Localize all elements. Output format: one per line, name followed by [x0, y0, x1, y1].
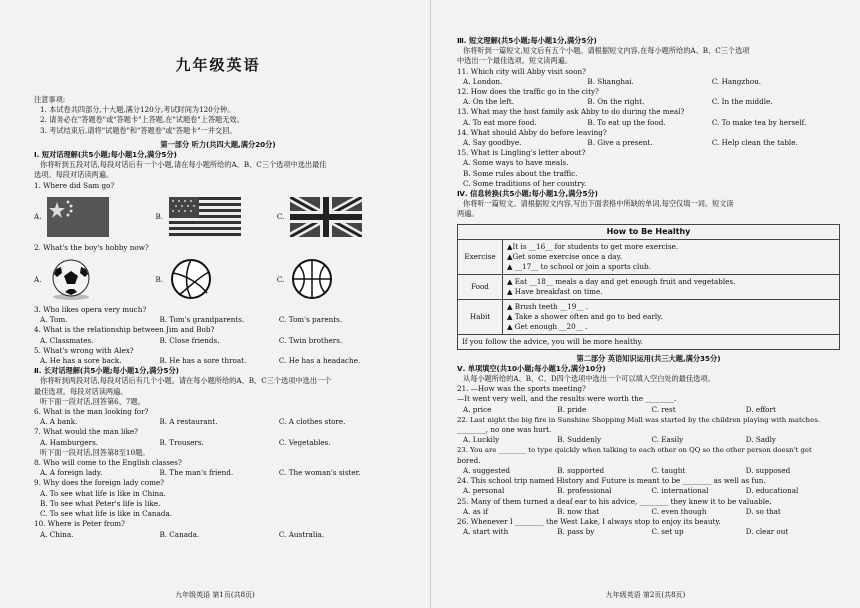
option: A. To eat more food.: [463, 117, 537, 127]
option: C. Help clean the table.: [711, 138, 798, 148]
table-footer: If you follow the advice, you will be more healthy.: [458, 334, 840, 349]
table-title: How to Be Healthy: [458, 224, 840, 239]
option: B. Shanghai.: [587, 76, 634, 86]
option: C. set up: [651, 527, 684, 537]
q25-options: [457, 507, 840, 517]
option: C. He has a headache.: [278, 356, 361, 366]
option: B. professional: [557, 486, 612, 496]
row-label-exercise: Exercise: [458, 239, 503, 274]
option: C. international: [651, 486, 709, 496]
q26-options: [457, 527, 840, 537]
q7-options: [34, 438, 402, 448]
q23-options: [457, 466, 840, 476]
basketball-icon: [290, 257, 334, 301]
question-14: 14. What should Abby do before leaving?: [457, 127, 607, 137]
option: C. Easily: [651, 435, 684, 445]
option: B. Canada.: [159, 529, 200, 539]
question-22: 22. Last night the big fire in Sunshine Shopping Mall was started by the children playing with matches.: [457, 415, 820, 424]
q1-image-options: [34, 193, 402, 241]
question-2: 2. What's the boy's hobby now?: [34, 242, 149, 252]
option: A. as if: [463, 506, 488, 516]
note-2: 2. 请务必在"答题卷"或"答题卡"上答题,在"试题卷"上答题无效。: [40, 115, 244, 125]
option: D. so that: [745, 506, 781, 516]
exam-page-2: [430, 0, 860, 608]
section3-heading: Ⅲ. 短文理解(共5小题;每小题1分,满分5分): [457, 36, 597, 45]
q15-option-a: A. Some ways to have meals.: [463, 158, 569, 168]
exercise-line: ▲Get some exercise once a day.: [507, 251, 622, 261]
option: B. On the right.: [587, 97, 645, 107]
question-5: 5. What's wrong with Alex?: [34, 345, 134, 355]
page-footer: 九年级英语 第1页(共8页): [175, 591, 255, 599]
q10-options: [34, 530, 402, 540]
option: B. The man's friend.: [159, 468, 234, 478]
question-24: 24. This school trip named History and Future is meant to be ________ as well as fun.: [457, 476, 766, 486]
option: A. Hamburgers.: [40, 437, 99, 447]
question-7: 7. What would the man like?: [34, 427, 139, 437]
page-footer: 九年级英语 第2页(共8页): [605, 591, 686, 599]
q9-option-c: C. To see what life is like in Canada.: [40, 509, 173, 519]
row-label-habit: Habit: [458, 299, 503, 334]
question-4: 4. What is the relationship between Jim and Bob?: [34, 325, 215, 335]
soccer-ball-icon: [47, 257, 95, 301]
exercise-line: ▲It is __16__ for students to get more exercise.: [507, 241, 679, 251]
option-c-label: C.: [276, 274, 285, 284]
question-10: 10. Where is Peter from?: [34, 519, 125, 529]
listen-instruction-2: 听下面一段对话,回答第8至10题。: [40, 447, 150, 457]
section1-instruction-cont: 选项。每段对话读两遍。: [34, 170, 114, 180]
option: C. In the middle.: [711, 97, 773, 107]
section3-instruction-cont: 中选出一个最佳选项。短文读两遍。: [457, 56, 573, 66]
question-25: 25. Many of them turned a deaf ear to his advice, ________ they knew it to be valuable.: [457, 496, 772, 506]
habit-line: ▲ Brush teeth __19__ .: [507, 301, 589, 311]
china-flag-icon: [47, 197, 109, 237]
option: D. Sadly: [745, 435, 776, 445]
section3-instruction: 你将听到一篇短文,短文后有五个小题。请根据短文内容,在每小题所给的A、B、C三个选项: [463, 46, 750, 56]
q9-option-a: A. To see what life is like in China.: [40, 488, 166, 498]
usa-flag-icon: [169, 197, 241, 237]
q24-options: [457, 486, 840, 496]
option: C. Vegetables.: [278, 437, 331, 447]
q13-options: [457, 118, 840, 128]
exercise-cell: [503, 239, 840, 274]
option: A. suggested: [463, 465, 510, 475]
q12-options: [457, 97, 840, 107]
option: A. Tom.: [40, 315, 68, 325]
option: A. London.: [463, 76, 503, 86]
section2-heading: Ⅱ. 长对话理解(共5小题;每小题1分,满分5分): [34, 366, 179, 376]
section1-instruction: 你将听到五段对话,每段对话后有一个小题,请在每小题所给的A、B、C三个选项中选出最佳: [40, 160, 327, 170]
section5-heading: Ⅴ. 单项填空(共10小题;每小题1分,满分10分): [457, 363, 606, 373]
food-line: ▲ Eat __18__ meals a day and get enough fruit and vegetables.: [507, 276, 736, 286]
part1-heading: 第一部分 听力(共四大题,满分20分): [160, 139, 276, 149]
section4-heading: Ⅳ. 信息转换(共5小题;每小题1分,满分5分): [457, 189, 598, 199]
option: B. Tom's grandparents.: [159, 315, 245, 325]
note-1: 1. 本试卷共四部分,十大题,满分120分,考试时间为120分钟。: [40, 105, 235, 115]
option: C. The woman's sister.: [278, 468, 361, 478]
question-13: 13. What may the host family ask Abby to do during the meal?: [457, 107, 685, 117]
option-a-label: A.: [34, 212, 42, 222]
question-6: 6. What is the man looking for?: [34, 407, 149, 417]
volleyball-icon: [169, 257, 213, 301]
option-b-label: B.: [155, 274, 164, 284]
option: B. Close friends.: [159, 335, 220, 345]
q9-option-b: B. To see what Peter's life is like.: [40, 498, 161, 508]
q4-options: [34, 336, 402, 346]
option: A. China.: [40, 529, 74, 539]
exercise-line: ▲ __17__ to school or join a sports club.: [507, 261, 651, 271]
question-22-cont: ________, no one was hurt.: [457, 425, 552, 435]
option: B. pride: [557, 404, 587, 414]
q2-image-options: [34, 255, 402, 303]
question-23-cont: bored.: [457, 455, 481, 465]
row-label-food: Food: [458, 274, 503, 299]
option-c-label: C.: [276, 212, 285, 222]
question-21-cont: —It went very well, and the results were worth the ________.: [457, 394, 677, 404]
option: C. rest: [651, 404, 676, 414]
option: A. A foreign lady.: [40, 468, 103, 478]
option: A. On the left.: [463, 97, 515, 107]
option: C. Hangzhou.: [711, 76, 762, 86]
section1-heading: Ⅰ. 短对话理解(共5小题;每小题1分,满分5分): [34, 150, 177, 160]
option: A. A bank.: [40, 417, 78, 427]
q6-options: [34, 417, 402, 427]
question-23: 23. You are ________ to type quickly when talking to each other on QQ so the other person doesn't get: [457, 446, 812, 455]
option: C. Tom's parents.: [278, 315, 343, 325]
food-line: ▲ Have breakfast on time.: [507, 286, 603, 296]
q14-options: [457, 138, 840, 148]
section2-instruction-cont: 最佳选项。每段对话读两遍。: [34, 386, 128, 396]
option: B. Suddenly: [557, 435, 602, 445]
q22-options: [457, 435, 840, 445]
question-11: 11. Which city will Abby visit soon?: [457, 66, 586, 76]
option: B. pass by: [557, 527, 595, 537]
option: A. personal: [463, 486, 505, 496]
option: A. start with: [463, 527, 509, 537]
option: B. now that: [557, 506, 600, 516]
option: C. taught: [651, 465, 686, 475]
health-table: [457, 224, 840, 350]
part2-heading: 第二部分 英语知识运用(共三大题,满分35分): [576, 353, 721, 363]
question-26: 26. Whenever I ________ the West Lake, I always stop to enjoy its beauty.: [457, 516, 721, 526]
option: A. Classmates.: [40, 335, 94, 345]
habit-line: ▲ Get enough __20__ .: [507, 321, 588, 331]
option: C. A clothes store.: [278, 417, 346, 427]
option: C. Australia.: [278, 529, 325, 539]
option: A. Luckily: [463, 435, 500, 445]
question-15: 15. What is Lingling's letter about?: [457, 148, 586, 158]
option: C. even though: [651, 506, 707, 516]
option-b-label: B.: [155, 212, 164, 222]
option: D. supposed: [745, 465, 791, 475]
option: D. effort: [745, 404, 776, 414]
section2-instruction: 你将听到两段对话,每段对话后有几个小题。请在每小题所给的A、B、C三个选项中选出一个: [40, 376, 332, 386]
option: D. educational: [745, 486, 799, 496]
q11-options: [457, 77, 840, 87]
q8-options: [34, 468, 402, 478]
option: A. He has a sore back.: [40, 356, 122, 366]
question-1: 1. Where did Sam go?: [34, 180, 115, 190]
option-a-label: A.: [34, 274, 42, 284]
option: B. supported: [557, 465, 605, 475]
question-12: 12. How does the traffic go in the city?: [457, 87, 599, 97]
option: A. Say goodbye.: [463, 138, 522, 148]
option: B. Give a present.: [587, 138, 653, 148]
q3-options: [34, 315, 402, 325]
option: B. He has a sore throat.: [159, 356, 247, 366]
q15-option-c: C. Some traditions of her country.: [463, 178, 587, 188]
note-3: 3. 考试结束后,请将"试题卷"和"答题卷"或"答题卡"一并交回。: [40, 125, 237, 135]
section4-instruction-cont: 两遍。: [457, 209, 479, 219]
option: C. Twin brothers.: [278, 335, 343, 345]
question-8: 8. Who will come to the English classes?: [34, 458, 182, 468]
q5-options: [34, 356, 402, 366]
section5-instruction: 从每小题所给的A、B、C、D四个选项中选出一个可以填入空白处的最佳选项。: [463, 374, 715, 384]
question-21: 21. —How was the sports meeting?: [457, 384, 586, 394]
section4-instruction: 你将听一篇短文。请根据短文内容,写出下面表格中所缺的单词,每空仅填一词。短文读: [463, 199, 734, 209]
listen-instruction-1: 听下面一段对话,回答第6、7题。: [40, 396, 145, 406]
page-title: 九年级英语: [175, 56, 261, 74]
notes-title: 注意事项:: [34, 95, 66, 104]
question-3: 3. Who likes opera very much?: [34, 305, 147, 315]
question-9: 9. Why does the foreign lady come?: [34, 478, 165, 488]
food-cell: [503, 274, 840, 299]
option: C. To make tea by herself.: [711, 117, 807, 127]
q21-options: [457, 405, 840, 415]
habit-cell: [503, 299, 840, 334]
option: B. A restaurant.: [159, 417, 218, 427]
option: D. clear out: [745, 527, 789, 537]
uk-flag-icon: [290, 197, 362, 237]
option: A. price: [463, 404, 492, 414]
q15-option-b: B. Some rules about the traffic.: [463, 168, 578, 178]
habit-line: ▲ Take a shower often and go to bed early.: [507, 311, 663, 321]
option: B. Trousers.: [159, 437, 204, 447]
option: B. To eat up the food.: [587, 117, 666, 127]
